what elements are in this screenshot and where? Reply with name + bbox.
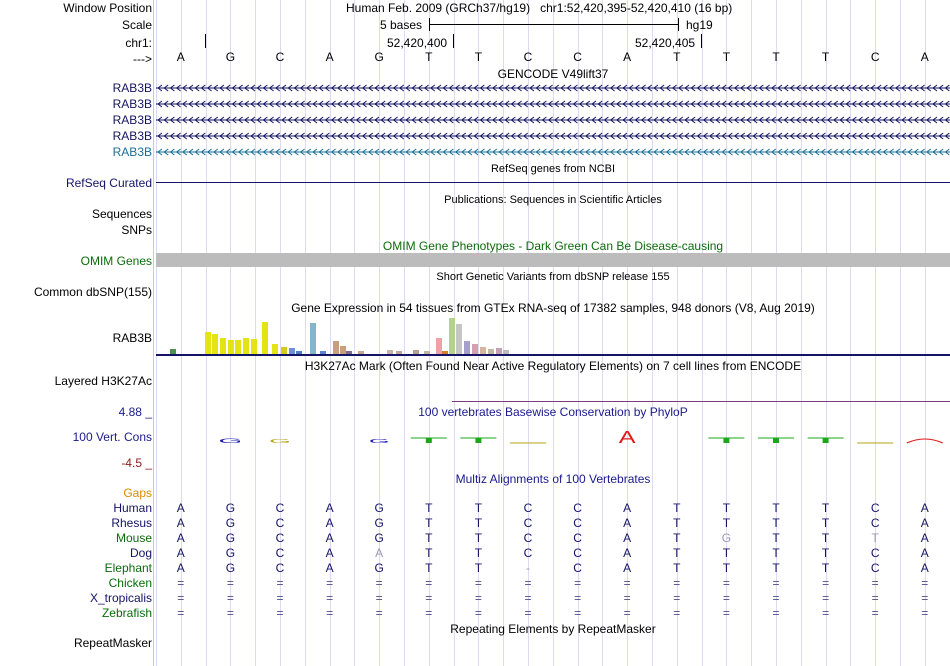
alignment-base: = xyxy=(226,606,234,620)
alignment-base: = xyxy=(226,591,234,605)
alignment-base: = xyxy=(177,576,185,590)
alignment-base: G xyxy=(225,561,236,575)
ruler-coord-2: 52,420,405 xyxy=(635,36,696,50)
base-letter: T xyxy=(673,50,681,64)
base-letter: T xyxy=(474,50,483,64)
alignment-base: G xyxy=(374,516,384,530)
gencode-label-1[interactable]: RAB3B xyxy=(112,81,152,95)
dbsnp-label[interactable]: Common dbSNP(155) xyxy=(33,285,152,299)
phylop-min-label: -4.5 _ xyxy=(121,456,152,470)
refseq-title: RefSeq genes from NCBI xyxy=(490,163,616,175)
phylop-letter-g: G xyxy=(218,437,243,445)
alignment-base: T xyxy=(673,516,681,530)
alignment-base: = xyxy=(524,606,532,620)
base-letter: A xyxy=(176,50,185,64)
alignment-base: C xyxy=(870,501,880,515)
scale-value: 5 bases xyxy=(380,18,423,32)
alignment-base: A xyxy=(325,546,334,560)
alignment-base: = xyxy=(871,576,879,590)
alignment-base: = xyxy=(375,576,383,590)
alignment-base: = xyxy=(623,606,631,620)
alignment-base: = xyxy=(574,576,582,590)
alignment-base: A xyxy=(920,546,929,560)
strand-label: ---> xyxy=(133,52,152,66)
alignment-base: T xyxy=(474,546,483,560)
phylop-t-glyph xyxy=(411,438,447,443)
species-label-dog[interactable]: Dog xyxy=(129,546,152,560)
alignment-base: T xyxy=(772,501,780,515)
alignment-base: C xyxy=(573,501,582,515)
snps-label[interactable]: SNPs xyxy=(121,223,152,237)
refseq-label[interactable]: RefSeq Curated xyxy=(65,176,152,190)
alignment-base: T xyxy=(772,531,780,545)
base-letter: A xyxy=(325,50,334,64)
phylop-t-glyph xyxy=(758,438,794,443)
alignment-base: A xyxy=(325,516,334,530)
phylop-letter-g: G xyxy=(269,438,291,445)
alignment-base: = xyxy=(276,591,284,605)
alignment-base: = xyxy=(524,576,532,590)
base-letter: T xyxy=(722,50,731,64)
species-label-elephant[interactable]: Elephant xyxy=(104,561,152,575)
alignment-base: T xyxy=(425,546,433,560)
alignment-base: A xyxy=(623,531,632,545)
alignment-base: = xyxy=(722,606,730,620)
alignment-base: = xyxy=(871,591,879,605)
gencode-label-5[interactable]: RAB3B xyxy=(112,145,152,159)
publications-title: Publications: Sequences in Scientific Articles xyxy=(444,194,662,206)
alignment-base: A xyxy=(920,531,929,545)
alignment-base: T xyxy=(722,501,731,515)
alignment-base: G xyxy=(721,531,732,545)
species-label-zebrafish[interactable]: Zebrafish xyxy=(101,606,152,620)
alignment-base: = xyxy=(822,576,830,590)
gencode-label-4[interactable]: RAB3B xyxy=(112,129,152,143)
alignment-base: C xyxy=(870,546,880,560)
alignment-base: C xyxy=(275,531,285,545)
species-label-mouse[interactable]: Mouse xyxy=(115,531,152,545)
alignment-base: A xyxy=(176,561,185,575)
alignment-base: = xyxy=(772,591,780,605)
alignment-base: T xyxy=(722,546,731,560)
alignment-base: T xyxy=(772,561,780,575)
alignment-base: = xyxy=(226,576,234,590)
alignment-base: T xyxy=(821,561,830,575)
gencode-label-3[interactable]: RAB3B xyxy=(112,113,152,127)
alignment-base: A xyxy=(375,546,384,560)
alignment-base: G xyxy=(225,501,236,515)
alignment-base: C xyxy=(870,516,880,530)
alignment-base: = xyxy=(673,591,681,605)
alignment-base: = xyxy=(425,591,433,605)
alignment-base: = xyxy=(921,606,929,620)
alignment-base: C xyxy=(523,531,533,545)
phylop-title: 100 vertebrates Basewise Conservation by PhyloP xyxy=(418,405,688,419)
alignment-base: T xyxy=(474,501,483,515)
alignment-base: = xyxy=(326,576,334,590)
alignment-base: = xyxy=(326,591,334,605)
alignment-base: T xyxy=(673,561,681,575)
gencode-label-2[interactable]: RAB3B xyxy=(112,97,152,111)
alignment-base: T xyxy=(673,531,681,545)
h3k27ac-title: H3K27Ac Mark (Often Found Near Active Regulatory Elements) on 7 cell lines from ENCODE xyxy=(304,359,802,373)
phylop-t-glyph xyxy=(460,438,496,443)
alignment-base: C xyxy=(275,546,285,560)
dbsnp-title: Short Genetic Variants from dbSNP release 155 xyxy=(436,271,670,283)
alignment-base: A xyxy=(623,561,632,575)
alignment-base: A xyxy=(623,501,632,515)
alignment-base: A xyxy=(325,531,334,545)
alignment-base: T xyxy=(821,516,830,530)
species-label-human[interactable]: Human xyxy=(113,501,152,515)
species-label-x_tropicalis[interactable]: X_tropicalis xyxy=(89,591,152,605)
alignment-base: = xyxy=(375,591,383,605)
alignment-base: C xyxy=(275,501,285,515)
alignment-base: T xyxy=(871,531,879,545)
alignment-base: A xyxy=(176,516,185,530)
gencode-title: GENCODE V49lift37 xyxy=(497,67,609,81)
alignment-base: G xyxy=(374,501,384,515)
alignment-base: = xyxy=(524,591,532,605)
alignment-base: = xyxy=(722,591,730,605)
alignment-base: = xyxy=(623,591,631,605)
alignment-base: = xyxy=(177,606,185,620)
alignment-base: = xyxy=(673,576,681,590)
alignment-base: = xyxy=(673,606,681,620)
base-letter: G xyxy=(225,50,236,64)
base-letter: C xyxy=(523,50,533,64)
species-label-rhesus[interactable]: Rhesus xyxy=(111,516,152,530)
phylop-label[interactable]: 100 Vert. Cons xyxy=(72,430,152,444)
gtex-label[interactable]: RAB3B xyxy=(112,331,152,345)
phylop-letter-a: A xyxy=(618,426,636,448)
alignment-base: = xyxy=(871,606,879,620)
phylop-max-label: 4.88 _ xyxy=(118,405,152,419)
chrom-label: chr1: xyxy=(125,36,152,50)
alignment-base: = xyxy=(177,591,185,605)
base-letter: C xyxy=(870,50,880,64)
phylop-arc-glyph xyxy=(907,439,943,443)
phylop-t-glyph xyxy=(808,438,844,443)
base-letter: T xyxy=(821,50,830,64)
alignment-base: T xyxy=(425,516,433,530)
alignment-base: = xyxy=(474,576,482,590)
alignment-base: = xyxy=(276,576,284,590)
multiz-title: Multiz Alignments of 100 Vertebrates xyxy=(455,472,651,486)
gaps-label[interactable]: Gaps xyxy=(123,486,152,500)
alignment-base: G xyxy=(225,546,236,560)
alignment-base: = xyxy=(822,606,830,620)
alignment-base: T xyxy=(772,546,780,560)
alignment-base: C xyxy=(523,516,533,530)
alignment-base: T xyxy=(425,501,433,515)
base-letter: C xyxy=(573,50,582,64)
alignment-base: C xyxy=(573,561,582,575)
window-position-label: Window Position xyxy=(63,1,152,15)
alignment-base: = xyxy=(375,606,383,620)
base-letter: A xyxy=(920,50,929,64)
alignment-base: A xyxy=(325,561,334,575)
repeatmasker-title: Repeating Elements by RepeatMasker xyxy=(450,622,656,636)
base-letter: A xyxy=(623,50,632,64)
alignment-base: = xyxy=(772,606,780,620)
alignment-base: C xyxy=(870,561,880,575)
ruler-coord-1: 52,420,400 xyxy=(387,36,448,50)
alignment-base: = xyxy=(474,606,482,620)
alignment-base: A xyxy=(325,501,334,515)
alignment-base: C xyxy=(523,546,533,560)
alignment-base: = xyxy=(772,576,780,590)
alignment-base: T xyxy=(673,546,681,560)
species-label-chicken[interactable]: Chicken xyxy=(108,576,152,590)
phylop-t-glyph xyxy=(708,438,744,443)
alignment-base: C xyxy=(523,501,533,515)
alignment-base: A xyxy=(920,516,929,530)
alignment-base: = xyxy=(425,576,433,590)
alignment-base: = xyxy=(921,591,929,605)
alignment-base: A xyxy=(920,561,929,575)
h3k27ac-label[interactable]: Layered H3K27Ac xyxy=(54,374,152,388)
alignment-base: = xyxy=(276,606,284,620)
alignment-base: G xyxy=(374,561,384,575)
alignment-base: T xyxy=(474,561,483,575)
alignment-base: A xyxy=(176,546,185,560)
alignment-base: = xyxy=(822,591,830,605)
alignment-base: T xyxy=(821,531,830,545)
alignment-base: = xyxy=(326,606,334,620)
alignment-base: C xyxy=(573,516,582,530)
alignment-base: T xyxy=(772,516,780,530)
alignment-base: G xyxy=(225,516,236,530)
alignment-base: A xyxy=(176,531,185,545)
alignment-base: T xyxy=(673,501,681,515)
base-letter: C xyxy=(275,50,285,64)
gtex-title: Gene Expression in 54 tissues from GTEx RNA-seq of 17382 samples, 948 donors (V8, Aug 2019) xyxy=(291,301,815,315)
alignment-base: = xyxy=(474,591,482,605)
alignment-base: G xyxy=(374,531,384,545)
alignment-base: A xyxy=(920,501,929,515)
scale-label: Scale xyxy=(121,18,152,32)
window-position-value: Human Feb. 2009 (GRCh37/hg19) chr1:52,420,395-52,420,410 (16 bp) xyxy=(346,1,733,15)
base-letter: G xyxy=(374,50,384,64)
base-letter: T xyxy=(425,50,433,64)
alignment-base: = xyxy=(574,606,582,620)
repeatmasker-label[interactable]: RepeatMasker xyxy=(73,636,152,650)
alignment-base: T xyxy=(722,516,731,530)
alignment-base: = xyxy=(722,576,730,590)
assembly-label: hg19 xyxy=(686,18,713,32)
alignment-base: = xyxy=(574,591,582,605)
alignment-base: C xyxy=(275,561,285,575)
alignment-base: G xyxy=(225,531,236,545)
alignment-base: A xyxy=(176,501,185,515)
alignment-base: - xyxy=(526,561,530,575)
alignment-base: C xyxy=(573,531,582,545)
alignment-base: T xyxy=(425,531,433,545)
alignment-base: T xyxy=(722,561,731,575)
alignment-base: T xyxy=(474,516,483,530)
alignment-base: = xyxy=(623,576,631,590)
omim-label[interactable]: OMIM Genes xyxy=(80,254,152,268)
alignment-base: T xyxy=(821,501,830,515)
alignment-base: T xyxy=(821,546,830,560)
alignment-base: = xyxy=(425,606,433,620)
sequences-label[interactable]: Sequences xyxy=(91,207,152,221)
alignment-base: A xyxy=(623,516,632,530)
alignment-base: T xyxy=(474,531,483,545)
omim-title: OMIM Gene Phenotypes - Dark Green Can Be Disease-causing xyxy=(382,239,724,253)
alignment-base: = xyxy=(921,576,929,590)
base-letter: T xyxy=(772,50,780,64)
alignment-base: C xyxy=(275,516,285,530)
phylop-letter-g: G xyxy=(368,438,390,445)
alignment-base: A xyxy=(623,546,632,560)
alignment-base: C xyxy=(573,546,582,560)
alignment-base: T xyxy=(425,561,433,575)
